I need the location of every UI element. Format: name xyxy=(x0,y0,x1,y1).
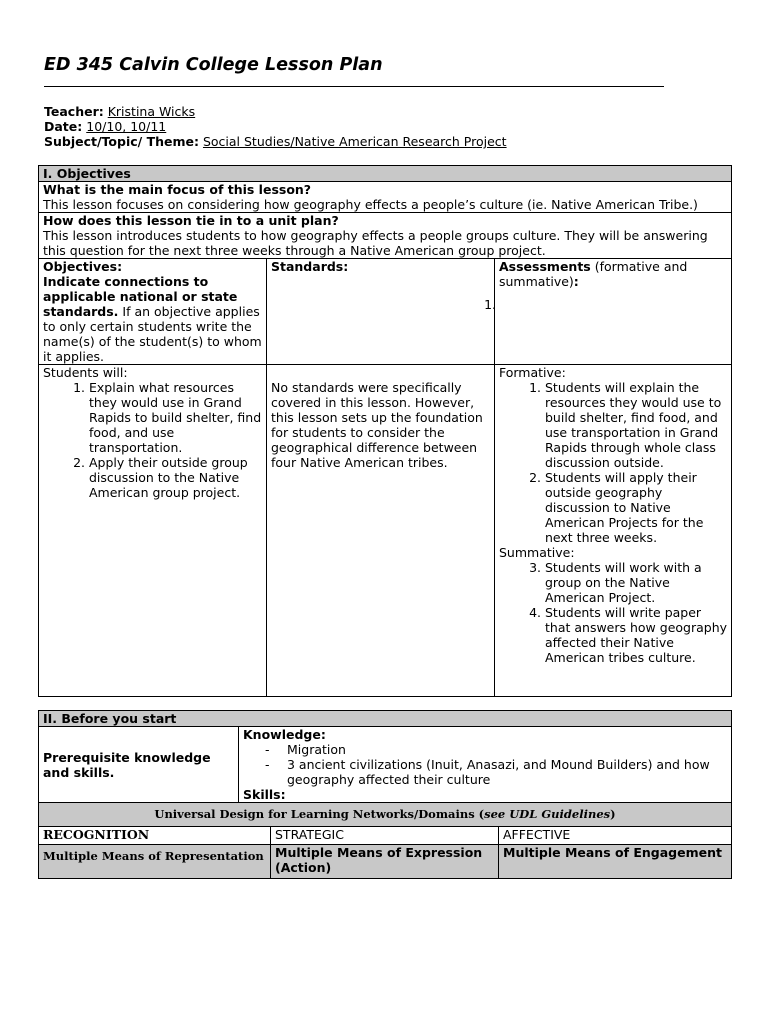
knowledge-label: Knowledge: xyxy=(243,727,326,742)
summative-label: Summative: xyxy=(499,545,575,560)
expression-cell: Multiple Means of Expression (Action) xyxy=(271,845,499,879)
main-focus-answer: This lesson focuses on considering how geography effects a people’s culture (ie. Native American Tribe.) xyxy=(43,197,698,212)
unit-plan-answer: This lesson introduces students to how geography effects a people groups culture. They will be answering this question for the next three weeks through a Native American group project. xyxy=(43,228,708,258)
stray-list-number: 1. xyxy=(484,297,496,312)
unit-plan-question: How does this lesson tie in to a unit plan? xyxy=(43,213,339,228)
teacher-line xyxy=(44,104,507,119)
udl-title: Universal Design for Learning Networks/Domains ( xyxy=(154,807,485,821)
unit-plan-cell xyxy=(39,213,732,259)
objectives-column-title: Objectives: xyxy=(43,259,123,274)
date-label: Date: xyxy=(44,119,83,134)
teacher-name: Kristina Wicks xyxy=(107,104,196,119)
standards-column-header xyxy=(267,259,495,365)
knowledge-item: - Migration xyxy=(287,742,727,757)
formative-item: 1. Students will explain the resources they would use to build shelter, find food, and use transportation in Grand Rapids through whole class discussion outside. xyxy=(545,380,727,470)
summative-item: 4. Students will write paper that answers how geography affected their Native American tribes culture. xyxy=(545,605,727,665)
formative-label: Formative: xyxy=(499,365,566,380)
objectives-list xyxy=(43,380,262,500)
document-meta xyxy=(44,104,507,149)
date-line xyxy=(44,119,507,134)
objectives-content-cell xyxy=(39,365,267,697)
before-start-table xyxy=(38,710,732,879)
udl-guidelines-note: see UDL Guidelines xyxy=(484,807,611,821)
subject-label: Subject/Topic/ Theme: xyxy=(44,134,199,149)
assessments-column-subtitle: (formative and summative) xyxy=(499,259,688,289)
engagement-cell: Multiple Means of Engagement xyxy=(499,845,732,879)
knowledge-cell xyxy=(239,727,732,803)
summative-item: 3. Students will work with a group on the Native American Project. xyxy=(545,560,727,605)
before-start-header: II. Before you start xyxy=(39,711,732,727)
knowledge-list xyxy=(243,742,727,787)
skills-label: Skills: xyxy=(243,787,286,802)
main-focus-cell xyxy=(39,182,732,213)
formative-list xyxy=(499,380,727,545)
objectives-column-bold-note: Indicate connections to applicable national or state standards. xyxy=(43,274,238,319)
teacher-label: Teacher: xyxy=(44,104,104,119)
knowledge-item: - 3 ancient civilizations (Inuit, Anasazi, and Mound Builders) and how geography affected their culture xyxy=(287,757,727,787)
assessments-column-colon: : xyxy=(573,274,579,289)
subject-line xyxy=(44,134,507,149)
objective-item: 1. Explain what resources they would use in Grand Rapids to build shelter, find food, and use transportation. xyxy=(89,380,262,455)
objectives-column-header xyxy=(39,259,267,365)
representation-cell: Multiple Means of Representation xyxy=(39,845,271,879)
objectives-table xyxy=(38,165,732,697)
strategic-header: STRATEGIC xyxy=(271,827,499,845)
standards-text: No standards were specifically covered in this lesson. However, this lesson sets up the foundation for students to consider the geographical difference between four Native American tribes. xyxy=(271,380,483,470)
subject-value: Social Studies/Native American Research Project xyxy=(202,134,507,149)
prerequisite-label: Prerequisite knowledge and skills. xyxy=(39,727,239,803)
title-divider xyxy=(44,86,664,87)
udl-close: ) xyxy=(610,807,616,821)
objectives-header: I. Objectives xyxy=(39,166,732,182)
students-will-label: Students will: xyxy=(43,365,128,380)
date-value: 10/10, 10/11 xyxy=(86,119,167,134)
document-title: ED 345 Calvin College Lesson Plan xyxy=(44,55,383,75)
main-focus-question: What is the main focus of this lesson? xyxy=(43,182,312,197)
summative-list xyxy=(499,560,727,665)
assessments-content-cell xyxy=(495,365,732,697)
affective-header: AFFECTIVE xyxy=(499,827,732,845)
assessments-column-header xyxy=(495,259,732,365)
udl-header xyxy=(39,803,732,827)
standards-content-cell xyxy=(267,365,495,697)
assessments-column-title: Assessments xyxy=(499,259,591,274)
formative-item: 2. Students will apply their outside geography discussion to Native American Projects for the next three weeks. xyxy=(545,470,727,545)
recognition-header: RECOGNITION xyxy=(39,827,271,845)
objectives-column-note: If an objective applies to only certain students write the name(s) of the student(s) to whom it applies. xyxy=(43,304,262,364)
objective-item: 2. Apply their outside group discussion to the Native American group project. xyxy=(89,455,262,500)
standards-column-title: Standards: xyxy=(271,259,349,274)
